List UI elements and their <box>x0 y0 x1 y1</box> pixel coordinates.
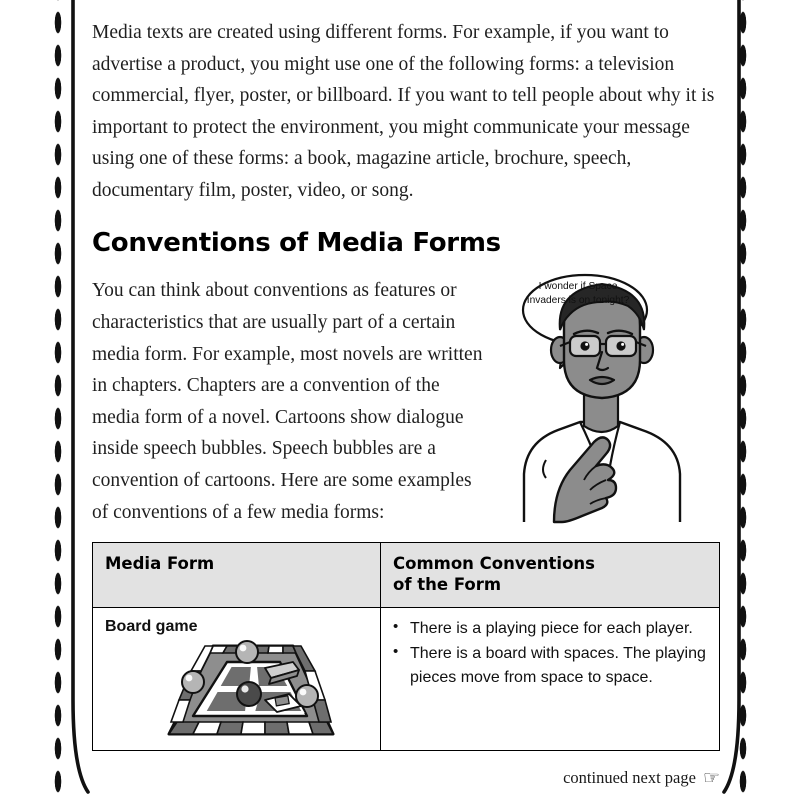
thinking-boy-illustration <box>502 264 720 526</box>
speech-bubble-text: I wonder if Space Invaders is on tonight? <box>526 281 630 307</box>
conventions-paragraph: You can think about conventions as features or characteristics that are usually part of a certain media form. For example, most novels are written in chapters. Chapters are a convention of the media form of a novel. Cartoons show dialogue inside speech bubbles. Speech bubbles are a convention of cartoons. Here are some examples of conventions of a few media forms: <box>92 280 483 523</box>
intro-paragraph: Media texts are created using different forms. For example, if you want to advertise a product, you might use one of the following forms: a television commercial, flyer, poster, or billboard. If you want to tell people about why it is important to protect the environment, you might communicate your message using one of these forms: a book, magazine article, brochure, speech, documentary film, poster, video, or song. <box>92 22 715 201</box>
page-border-rule-right <box>722 0 750 800</box>
page-content <box>92 0 720 800</box>
header-line-1: Common Conventions <box>393 554 595 574</box>
footer-note <box>563 768 720 788</box>
page-border-rule-left <box>62 0 90 800</box>
column-header-common-conventions <box>381 543 720 608</box>
pointing-hand-icon: ☞ <box>702 767 720 789</box>
list-item: • There is a board with spaces. The playing pieces move from space to space. <box>391 642 707 689</box>
section-heading: Conventions of Media Forms <box>92 228 501 259</box>
section-body-with-illustration <box>92 258 720 528</box>
table-header-row <box>93 543 720 608</box>
column-header-media-form: Media Form <box>93 543 381 608</box>
media-forms-table <box>92 542 720 751</box>
media-form-label: Board game <box>105 618 198 636</box>
board-game-icon <box>161 638 370 742</box>
list-item: • There is a playing piece for each player. <box>391 617 707 641</box>
conventions-list <box>391 617 707 689</box>
header-line-2: of the Form <box>393 575 502 595</box>
continued-label: continued next page <box>563 768 696 787</box>
cell-common-conventions <box>381 608 720 751</box>
cell-media-form <box>93 608 381 751</box>
table-row <box>93 608 720 751</box>
